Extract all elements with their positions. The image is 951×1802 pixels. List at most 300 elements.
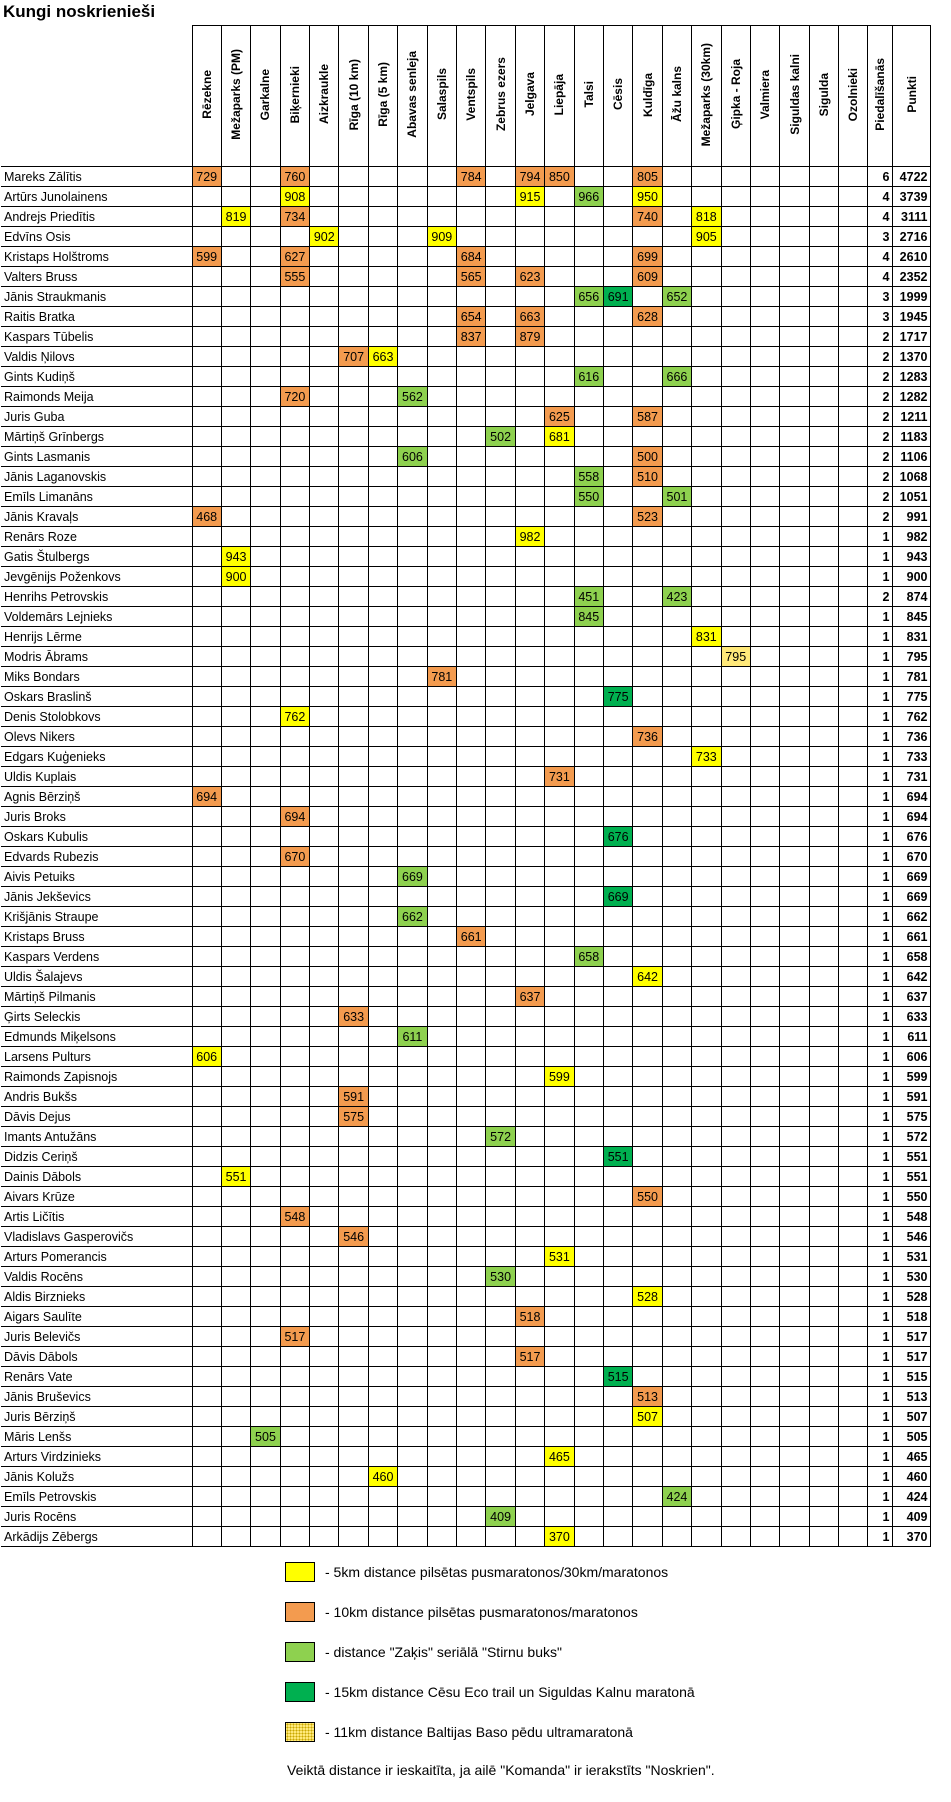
empty-cell bbox=[721, 747, 750, 767]
empty-cell bbox=[280, 1267, 309, 1287]
empty-cell bbox=[809, 987, 838, 1007]
empty-cell bbox=[574, 1267, 603, 1287]
empty-cell bbox=[310, 627, 339, 647]
empty-cell bbox=[398, 427, 427, 447]
score-cell: 530 bbox=[486, 1267, 515, 1287]
empty-cell bbox=[780, 207, 809, 227]
empty-cell bbox=[839, 567, 868, 587]
score-cell: 762 bbox=[280, 707, 309, 727]
total-points: 1068 bbox=[893, 467, 931, 487]
score-cell: 587 bbox=[633, 407, 662, 427]
empty-cell bbox=[839, 1207, 868, 1227]
empty-cell bbox=[750, 1307, 779, 1327]
empty-cell bbox=[486, 887, 515, 907]
score-cell: 781 bbox=[427, 667, 456, 687]
empty-cell bbox=[545, 1367, 574, 1387]
empty-cell bbox=[574, 1067, 603, 1087]
table-row bbox=[1, 1427, 931, 1447]
total-points: 736 bbox=[893, 727, 931, 747]
empty-cell bbox=[310, 1027, 339, 1047]
athlete-name: Henrihs Petrovskis bbox=[1, 587, 192, 607]
empty-cell bbox=[574, 407, 603, 427]
score-cell: 451 bbox=[574, 587, 603, 607]
empty-cell bbox=[515, 347, 544, 367]
empty-cell bbox=[545, 547, 574, 567]
empty-cell bbox=[486, 207, 515, 227]
empty-cell bbox=[310, 1047, 339, 1067]
empty-cell bbox=[750, 607, 779, 627]
empty-cell bbox=[280, 667, 309, 687]
empty-cell bbox=[221, 647, 250, 667]
empty-cell bbox=[192, 587, 221, 607]
empty-cell bbox=[192, 987, 221, 1007]
empty-cell bbox=[427, 1167, 456, 1187]
empty-cell bbox=[398, 1167, 427, 1187]
empty-cell bbox=[339, 1527, 368, 1547]
participation-count: 1 bbox=[868, 667, 893, 687]
empty-cell bbox=[280, 687, 309, 707]
empty-cell bbox=[457, 1167, 486, 1187]
table-row bbox=[1, 447, 931, 467]
empty-cell bbox=[839, 467, 868, 487]
empty-cell bbox=[662, 867, 691, 887]
table-row bbox=[1, 807, 931, 827]
empty-cell bbox=[633, 787, 662, 807]
athlete-name: Jānis Bruševics bbox=[1, 1387, 192, 1407]
empty-cell bbox=[427, 1447, 456, 1467]
empty-cell bbox=[692, 1287, 721, 1307]
empty-cell bbox=[427, 347, 456, 367]
score-cell: 684 bbox=[457, 247, 486, 267]
empty-cell bbox=[839, 387, 868, 407]
empty-cell bbox=[692, 307, 721, 327]
empty-cell bbox=[839, 1487, 868, 1507]
empty-cell bbox=[486, 407, 515, 427]
score-cell: 966 bbox=[574, 187, 603, 207]
empty-cell bbox=[427, 1187, 456, 1207]
empty-cell bbox=[368, 1367, 397, 1387]
empty-cell bbox=[721, 407, 750, 427]
empty-cell bbox=[280, 1447, 309, 1467]
empty-cell bbox=[280, 867, 309, 887]
empty-cell bbox=[339, 1027, 368, 1047]
empty-cell bbox=[839, 987, 868, 1007]
athlete-name: Renārs Roze bbox=[1, 527, 192, 547]
empty-cell bbox=[427, 687, 456, 707]
empty-cell bbox=[603, 1467, 632, 1487]
empty-cell bbox=[780, 887, 809, 907]
empty-cell bbox=[192, 1267, 221, 1287]
total-points: 531 bbox=[893, 1247, 931, 1267]
empty-cell bbox=[251, 887, 280, 907]
empty-cell bbox=[310, 967, 339, 987]
empty-cell bbox=[721, 1507, 750, 1527]
empty-cell bbox=[427, 1267, 456, 1287]
empty-cell bbox=[427, 267, 456, 287]
column-header-event bbox=[839, 26, 868, 167]
empty-cell bbox=[427, 1467, 456, 1487]
empty-cell bbox=[251, 647, 280, 667]
empty-cell bbox=[427, 1207, 456, 1227]
empty-cell bbox=[545, 327, 574, 347]
empty-cell bbox=[515, 247, 544, 267]
empty-cell bbox=[545, 1047, 574, 1067]
empty-cell bbox=[662, 967, 691, 987]
score-cell: 760 bbox=[280, 167, 309, 187]
athlete-name: Aigars Saulīte bbox=[1, 1307, 192, 1327]
empty-cell bbox=[339, 187, 368, 207]
empty-cell bbox=[603, 1187, 632, 1207]
empty-cell bbox=[251, 1147, 280, 1167]
legend-text: - 11km distance Baltijas Baso pēdu ultramaratonā bbox=[325, 1724, 633, 1740]
empty-cell bbox=[662, 607, 691, 627]
empty-cell bbox=[692, 1127, 721, 1147]
empty-cell bbox=[486, 307, 515, 327]
empty-cell bbox=[310, 367, 339, 387]
empty-cell bbox=[192, 1027, 221, 1047]
empty-cell bbox=[809, 247, 838, 267]
empty-cell bbox=[486, 447, 515, 467]
score-cell: 500 bbox=[633, 447, 662, 467]
empty-cell bbox=[486, 687, 515, 707]
empty-cell bbox=[574, 247, 603, 267]
empty-cell bbox=[662, 947, 691, 967]
empty-cell bbox=[310, 1247, 339, 1267]
participation-count: 1 bbox=[868, 1107, 893, 1127]
empty-cell bbox=[221, 327, 250, 347]
score-cell: 670 bbox=[280, 847, 309, 867]
empty-cell bbox=[692, 567, 721, 587]
score-cell: 409 bbox=[486, 1507, 515, 1527]
empty-cell bbox=[486, 907, 515, 927]
empty-cell bbox=[398, 967, 427, 987]
empty-cell bbox=[192, 867, 221, 887]
empty-cell bbox=[192, 887, 221, 907]
empty-cell bbox=[251, 1307, 280, 1327]
empty-cell bbox=[310, 927, 339, 947]
empty-cell bbox=[839, 1367, 868, 1387]
empty-cell bbox=[280, 487, 309, 507]
empty-cell bbox=[280, 307, 309, 327]
empty-cell bbox=[427, 507, 456, 527]
total-points: 676 bbox=[893, 827, 931, 847]
empty-cell bbox=[251, 347, 280, 367]
empty-cell bbox=[339, 807, 368, 827]
empty-cell bbox=[280, 567, 309, 587]
athlete-name: Renārs Vate bbox=[1, 1367, 192, 1387]
empty-cell bbox=[280, 1067, 309, 1087]
score-cell: 460 bbox=[368, 1467, 397, 1487]
empty-cell bbox=[545, 1127, 574, 1147]
column-label: Garkalne bbox=[258, 68, 273, 121]
empty-cell bbox=[398, 227, 427, 247]
score-cell: 502 bbox=[486, 427, 515, 447]
empty-cell bbox=[603, 907, 632, 927]
empty-cell bbox=[603, 1247, 632, 1267]
empty-cell bbox=[662, 467, 691, 487]
total-points: 669 bbox=[893, 867, 931, 887]
empty-cell bbox=[545, 1287, 574, 1307]
empty-cell bbox=[633, 827, 662, 847]
empty-cell bbox=[574, 427, 603, 447]
empty-cell bbox=[721, 727, 750, 747]
table-row bbox=[1, 247, 931, 267]
empty-cell bbox=[692, 687, 721, 707]
empty-cell bbox=[839, 1247, 868, 1267]
empty-cell bbox=[310, 1407, 339, 1427]
empty-cell bbox=[486, 627, 515, 647]
empty-cell bbox=[839, 487, 868, 507]
empty-cell bbox=[809, 707, 838, 727]
empty-cell bbox=[750, 387, 779, 407]
empty-cell bbox=[574, 1107, 603, 1127]
empty-cell bbox=[633, 1267, 662, 1287]
empty-cell bbox=[603, 427, 632, 447]
empty-cell bbox=[515, 647, 544, 667]
column-header-event bbox=[280, 26, 309, 167]
table-row bbox=[1, 1407, 931, 1427]
score-cell: 663 bbox=[515, 307, 544, 327]
empty-cell bbox=[603, 1487, 632, 1507]
empty-cell bbox=[780, 387, 809, 407]
score-cell: 669 bbox=[603, 887, 632, 907]
column-label: Rīga (5 km) bbox=[376, 62, 391, 127]
empty-cell bbox=[574, 527, 603, 547]
empty-cell bbox=[280, 1027, 309, 1047]
empty-cell bbox=[809, 1027, 838, 1047]
empty-cell bbox=[339, 407, 368, 427]
empty-cell bbox=[192, 1507, 221, 1527]
participation-count: 1 bbox=[868, 1007, 893, 1027]
score-cell: 915 bbox=[515, 187, 544, 207]
empty-cell bbox=[427, 747, 456, 767]
empty-cell bbox=[251, 487, 280, 507]
empty-cell bbox=[662, 1227, 691, 1247]
empty-cell bbox=[721, 907, 750, 927]
column-label: Salaspils bbox=[434, 68, 449, 121]
empty-cell bbox=[662, 747, 691, 767]
empty-cell bbox=[310, 607, 339, 627]
empty-cell bbox=[457, 587, 486, 607]
athlete-name: Jānis Jekševics bbox=[1, 887, 192, 907]
empty-cell bbox=[662, 1207, 691, 1227]
empty-cell bbox=[486, 1087, 515, 1107]
empty-cell bbox=[457, 667, 486, 687]
empty-cell bbox=[839, 1267, 868, 1287]
total-points: 642 bbox=[893, 967, 931, 987]
column-label: Mežaparks (30km) bbox=[699, 42, 714, 147]
empty-cell bbox=[809, 1527, 838, 1547]
total-points: 781 bbox=[893, 667, 931, 687]
empty-cell bbox=[457, 607, 486, 627]
empty-cell bbox=[515, 507, 544, 527]
empty-cell bbox=[809, 1087, 838, 1107]
score-cell: 611 bbox=[398, 1027, 427, 1047]
empty-cell bbox=[398, 1247, 427, 1267]
total-points: 591 bbox=[893, 1087, 931, 1107]
score-cell: 784 bbox=[457, 167, 486, 187]
empty-cell bbox=[633, 367, 662, 387]
empty-cell bbox=[221, 747, 250, 767]
empty-cell bbox=[486, 947, 515, 967]
empty-cell bbox=[427, 1127, 456, 1147]
table-row bbox=[1, 787, 931, 807]
empty-cell bbox=[221, 527, 250, 547]
empty-cell bbox=[603, 1207, 632, 1227]
empty-cell bbox=[780, 327, 809, 347]
empty-cell bbox=[692, 807, 721, 827]
empty-cell bbox=[809, 527, 838, 547]
score-cell: 666 bbox=[662, 367, 691, 387]
empty-cell bbox=[633, 847, 662, 867]
empty-cell bbox=[692, 387, 721, 407]
empty-cell bbox=[251, 407, 280, 427]
participation-count: 4 bbox=[868, 267, 893, 287]
total-points: 633 bbox=[893, 1007, 931, 1027]
empty-cell bbox=[780, 647, 809, 667]
total-points: 845 bbox=[893, 607, 931, 627]
empty-cell bbox=[221, 867, 250, 887]
column-header-event bbox=[221, 26, 250, 167]
athlete-name: Dainis Dābols bbox=[1, 1167, 192, 1187]
empty-cell bbox=[545, 887, 574, 907]
empty-cell bbox=[780, 827, 809, 847]
score-cell: 731 bbox=[545, 767, 574, 787]
empty-cell bbox=[251, 667, 280, 687]
empty-cell bbox=[192, 487, 221, 507]
empty-cell bbox=[192, 1007, 221, 1027]
empty-cell bbox=[662, 1187, 691, 1207]
empty-cell bbox=[457, 1027, 486, 1047]
empty-cell bbox=[545, 707, 574, 727]
empty-cell bbox=[780, 1427, 809, 1447]
empty-cell bbox=[368, 887, 397, 907]
empty-cell bbox=[633, 707, 662, 727]
empty-cell bbox=[839, 1047, 868, 1067]
athlete-name: Arturs Virdzinieks bbox=[1, 1447, 192, 1467]
empty-cell bbox=[574, 1347, 603, 1367]
empty-cell bbox=[603, 507, 632, 527]
empty-cell bbox=[251, 1227, 280, 1247]
empty-cell bbox=[545, 267, 574, 287]
empty-cell bbox=[839, 407, 868, 427]
empty-cell bbox=[750, 1147, 779, 1167]
participation-count: 1 bbox=[868, 1447, 893, 1467]
score-cell: 606 bbox=[398, 447, 427, 467]
empty-cell bbox=[457, 1047, 486, 1067]
athlete-name: Jānis Straukmanis bbox=[1, 287, 192, 307]
participation-count: 1 bbox=[868, 1407, 893, 1427]
empty-cell bbox=[721, 947, 750, 967]
score-cell: 562 bbox=[398, 387, 427, 407]
empty-cell bbox=[692, 527, 721, 547]
table-row bbox=[1, 527, 931, 547]
empty-cell bbox=[692, 1267, 721, 1287]
table-row bbox=[1, 927, 931, 947]
empty-cell bbox=[780, 1367, 809, 1387]
empty-cell bbox=[750, 247, 779, 267]
table-row bbox=[1, 407, 931, 427]
empty-cell bbox=[398, 587, 427, 607]
empty-cell bbox=[574, 1507, 603, 1527]
empty-cell bbox=[280, 1287, 309, 1307]
legend-text: - 5km distance pilsētas pusmaratonos/30km/maratonos bbox=[325, 1564, 669, 1580]
empty-cell bbox=[515, 1167, 544, 1187]
empty-cell bbox=[398, 487, 427, 507]
empty-cell bbox=[780, 1487, 809, 1507]
empty-cell bbox=[280, 1467, 309, 1487]
empty-cell bbox=[809, 187, 838, 207]
empty-cell bbox=[574, 1467, 603, 1487]
table-row bbox=[1, 287, 931, 307]
empty-cell bbox=[251, 787, 280, 807]
empty-cell bbox=[750, 567, 779, 587]
empty-cell bbox=[721, 327, 750, 347]
score-cell: 818 bbox=[692, 207, 721, 227]
empty-cell bbox=[310, 767, 339, 787]
empty-cell bbox=[398, 1387, 427, 1407]
column-header-event bbox=[633, 26, 662, 167]
score-cell: 669 bbox=[398, 867, 427, 887]
empty-cell bbox=[515, 387, 544, 407]
empty-cell bbox=[662, 527, 691, 547]
empty-cell bbox=[192, 727, 221, 747]
empty-cell bbox=[221, 707, 250, 727]
empty-cell bbox=[750, 1187, 779, 1207]
empty-cell bbox=[809, 1047, 838, 1067]
score-cell: 658 bbox=[574, 947, 603, 967]
empty-cell bbox=[780, 1287, 809, 1307]
empty-cell bbox=[251, 827, 280, 847]
empty-cell bbox=[339, 1487, 368, 1507]
empty-cell bbox=[280, 627, 309, 647]
empty-cell bbox=[515, 567, 544, 587]
empty-cell bbox=[192, 1107, 221, 1127]
empty-cell bbox=[486, 247, 515, 267]
score-cell: 902 bbox=[310, 227, 339, 247]
empty-cell bbox=[457, 847, 486, 867]
table-row bbox=[1, 907, 931, 927]
participation-count: 2 bbox=[868, 387, 893, 407]
empty-cell bbox=[310, 387, 339, 407]
score-cell: 609 bbox=[633, 267, 662, 287]
empty-cell bbox=[280, 367, 309, 387]
empty-cell bbox=[310, 1367, 339, 1387]
participation-count: 1 bbox=[868, 1507, 893, 1527]
table-row bbox=[1, 727, 931, 747]
empty-cell bbox=[692, 767, 721, 787]
total-points: 550 bbox=[893, 1187, 931, 1207]
empty-cell bbox=[750, 1387, 779, 1407]
empty-cell bbox=[251, 967, 280, 987]
empty-cell bbox=[545, 1387, 574, 1407]
empty-cell bbox=[251, 627, 280, 647]
empty-cell bbox=[310, 1387, 339, 1407]
column-header-event bbox=[515, 26, 544, 167]
empty-cell bbox=[368, 667, 397, 687]
empty-cell bbox=[398, 527, 427, 547]
table-row bbox=[1, 587, 931, 607]
empty-cell bbox=[457, 867, 486, 887]
empty-cell bbox=[692, 1347, 721, 1367]
empty-cell bbox=[251, 187, 280, 207]
empty-cell bbox=[192, 427, 221, 447]
empty-cell bbox=[457, 1487, 486, 1507]
empty-cell bbox=[192, 527, 221, 547]
empty-cell bbox=[280, 947, 309, 967]
score-cell: 699 bbox=[633, 247, 662, 267]
empty-cell bbox=[251, 587, 280, 607]
